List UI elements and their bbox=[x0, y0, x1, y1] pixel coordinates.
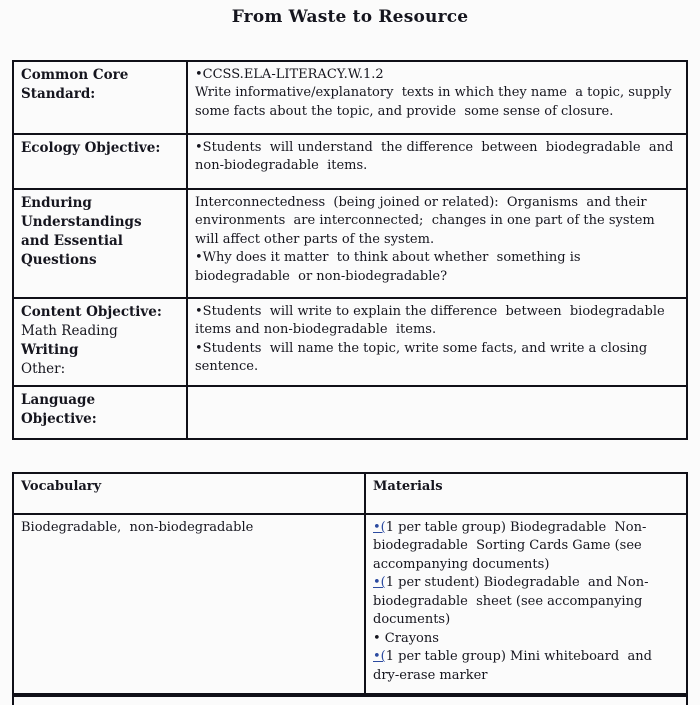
row-content-cell bbox=[187, 386, 687, 439]
link-bullet-icon: •( bbox=[373, 520, 386, 535]
row-label-line: Math Reading bbox=[21, 322, 118, 339]
next-section-partial-row bbox=[12, 693, 688, 705]
row-content-cell bbox=[187, 298, 687, 386]
content-paragraph: •Students will name the topic, write some facts, and write a closing sentence. bbox=[195, 340, 652, 375]
row-label-line: Ecology Objective: bbox=[21, 140, 161, 156]
row-label-line: Writing bbox=[21, 341, 79, 358]
materials-body-row bbox=[13, 514, 687, 696]
materials-header-row bbox=[13, 473, 687, 514]
row-label-cell bbox=[13, 298, 187, 386]
row-label-line: Understandings bbox=[21, 213, 142, 230]
material-item: • Crayons bbox=[373, 630, 439, 646]
lesson-plan-table bbox=[12, 60, 688, 440]
lesson-row bbox=[13, 298, 687, 386]
row-content-cell bbox=[187, 61, 687, 134]
lesson-row bbox=[13, 189, 687, 298]
row-label-line: Objective: bbox=[21, 410, 97, 427]
row-label-line: Questions bbox=[21, 251, 97, 268]
vocabulary-materials-table bbox=[12, 472, 688, 697]
link-bullet-icon: •( bbox=[373, 649, 386, 665]
row-label-cell bbox=[13, 134, 187, 189]
content-paragraph: •Why does it matter to think about whether something is biodegradable or non-biodegradable? bbox=[195, 250, 585, 284]
row-label-line: Language bbox=[21, 392, 96, 408]
link-bullet-icon: •( bbox=[373, 575, 386, 591]
row-label-cell bbox=[13, 189, 187, 298]
row-content-cell bbox=[187, 189, 687, 298]
lesson-row bbox=[13, 134, 687, 189]
row-label-line: Standard: bbox=[21, 85, 96, 102]
lesson-row bbox=[13, 386, 687, 439]
row-content-cell bbox=[187, 134, 687, 189]
row-label-line: Enduring bbox=[21, 195, 92, 211]
content-paragraph: Write informative/explanatory texts in which they name a topic, supply some facts about the topic, and provide some sense of closure. bbox=[195, 85, 676, 119]
material-item: •(1 per table group) Mini whiteboard and dry-erase marker bbox=[373, 649, 657, 683]
vocabulary-cell: Biodegradable, non-biodegradable bbox=[13, 514, 365, 696]
row-label-line: Common Core bbox=[21, 67, 129, 83]
row-label-cell bbox=[13, 386, 187, 439]
content-paragraph: •CCSS.ELA-LITERACY.W.1.2 bbox=[195, 67, 384, 82]
row-label-line: Other: bbox=[21, 360, 66, 377]
content-paragraph: •Students will understand the difference between biodegradable and non-biodegradable items. bbox=[195, 140, 678, 174]
material-item: •(1 per table group) Biodegradable Non-biodegradable Sorting Cards Game (see accompanying documents) bbox=[373, 520, 647, 572]
vocabulary-header: Vocabulary bbox=[13, 473, 365, 514]
content-paragraph: Interconnectedness (being joined or related): Organisms and their environments are interconnected; changes in one part of the system will affect other parts of the system. bbox=[195, 195, 659, 247]
lesson-row bbox=[13, 61, 687, 134]
materials-header: Materials bbox=[365, 473, 687, 514]
page-title: From Waste to Resource bbox=[231, 7, 469, 27]
row-label-cell bbox=[13, 61, 187, 134]
material-item: •(1 per student) Biodegradable and Non-biodegradable sheet (see accompanying documents) bbox=[373, 575, 649, 628]
content-paragraph: •Students will write to explain the difference between biodegradable items and non-biodegradable items. bbox=[195, 304, 673, 338]
row-label-line: and Essential bbox=[21, 232, 123, 249]
row-label-line: Content Objective: bbox=[21, 304, 162, 320]
materials-cell bbox=[365, 514, 687, 696]
